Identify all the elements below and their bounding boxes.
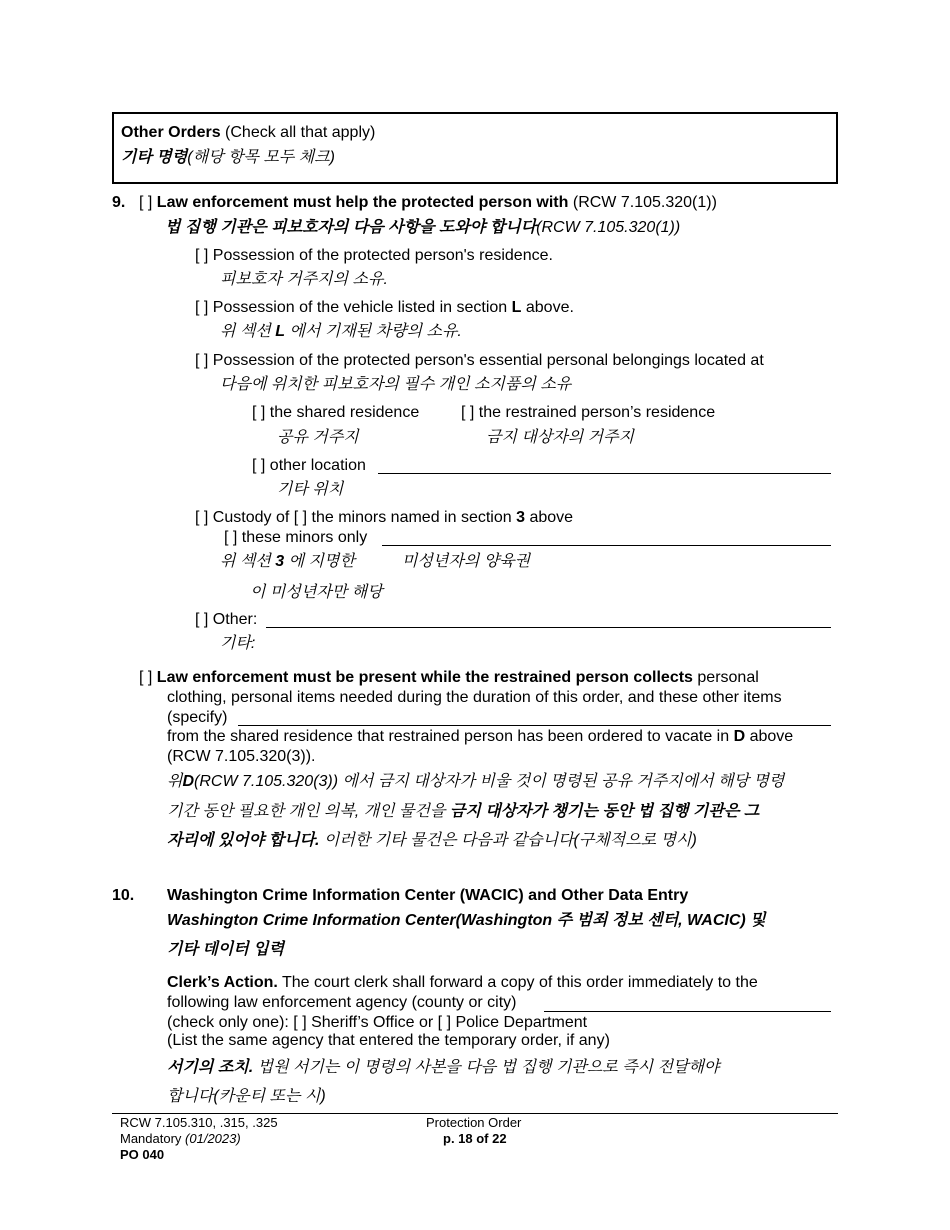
these-minors-label: these minors only [241,529,368,546]
clerk-check-one: (check only one): [167,1014,289,1031]
belongings-option [195,351,764,371]
sheriff-label: Sheriff’s Office or [311,1014,434,1031]
residence-checkbox[interactable]: [ ] [195,247,209,264]
clerk-action-text: The court clerk shall forward a copy of this order immediately to the [282,974,758,991]
vehicle-label-a: Possession of the vehicle listed in section [212,299,508,316]
other-option [195,610,257,630]
other-location-option [252,456,366,476]
section-10-heading-ko-2: 기타 데이터 입력 [167,941,285,958]
vehicle-ko-letter: L [275,323,286,340]
vehicle-section-letter: L [511,299,522,316]
clerk-action-ko-2: 합니다(카운티 또는 시) [167,1088,326,1105]
other-orders-title: Other Orders [121,124,221,141]
custody-label-b: the minors named in section [311,509,512,526]
custody-ko-c: 미성년자의 양육권 [402,553,531,570]
presence-ko-1-b: (RCW 7.105.320(3)) 에서 금지 대상자가 비울 것이 명령된 공유 거주지에서 해당 명령 [194,773,785,790]
restrained-residence-label: the restrained person’s residence [478,404,716,421]
presence-line-3: (specify) [167,709,228,726]
other-orders-title-ko: 기타 명령 [121,149,188,166]
clerk-action-line-4: (List the same agency that entered the temporary order, if any) [167,1032,610,1049]
custody-label-c: above [529,509,574,526]
other-checkbox[interactable]: [ ] [195,611,209,628]
residence-label: Possession of the protected person's residence. [212,247,553,264]
section-9-heading [139,193,717,213]
custody-label-a: Custody of [212,509,290,526]
presence-line-2: clothing, personal items needed during the duration of this order, and these other items [167,689,782,706]
section-9-heading-ref: (RCW 7.105.320(1)) [572,194,717,211]
footer-date: (01/2023) [185,1131,241,1146]
custody-ko-b: 에 지명한 [288,553,355,570]
clerk-action-line-2: following law enforcement agency (county or city) [167,994,517,1011]
section-10-number: 10. [112,887,135,904]
custody-label-ko [220,552,355,572]
presence-ko-2-bold: 금지 대상자가 챙기는 동안 법 집행 기관은 그 [449,803,760,820]
section-9-number: 9. [112,194,126,211]
other-location-checkbox[interactable]: [ ] [252,457,266,474]
section-10-heading: Washington Crime Information Center (WACIC) and Other Data Entry [167,887,689,904]
section-10-heading-ko-1: Washington Crime Information Center(Washington 주 범죄 정보 센터, WACIC) 및 [167,912,766,929]
restrained-residence-checkbox[interactable]: [ ] [461,404,475,421]
presence-ko-3-bold: 자리에 있어야 합니다. [167,832,320,849]
vehicle-label-b: above. [525,299,574,316]
clerk-action-ko-text: 법원 서기는 이 명령의 사본을 다음 법 집행 기관으로 즉시 전달해야 [257,1059,720,1076]
section-9-heading-ko-ref: (RCW 7.105.320(1)) [536,219,681,236]
police-label: Police Department [455,1014,588,1031]
presence-ko-line-1 [167,772,784,792]
vehicle-checkbox[interactable]: [ ] [195,299,209,316]
section-9-heading-text: Law enforcement must help the protected person with [156,194,569,211]
footer-rcw: RCW 7.105.310, .315, .325 [120,1115,278,1130]
section-9-heading-ko [165,218,680,238]
sheriff-checkbox[interactable]: [ ] [293,1014,307,1031]
belongings-label: Possession of the protected person's essential personal belongings located at [212,352,764,369]
clerk-action-bold: Clerk’s Action. [167,974,278,991]
footer-divider [112,1113,838,1114]
other-orders-heading-ko [121,148,335,168]
presence-line-5: (RCW 7.105.320(3)). [167,748,316,765]
vehicle-ko-b: 에서 기재된 차량의 소유. [289,323,462,340]
clerk-action-line-3 [167,1013,587,1033]
presence-line-4-b: above [749,728,794,745]
footer-title: Protection Order [426,1115,522,1130]
presence-ko-line-2 [167,802,759,822]
residence-label-ko: 피보호자 거주지의 소유. [220,271,388,288]
these-minors-checkbox[interactable]: [ ] [224,529,238,546]
other-input[interactable] [266,627,831,628]
other-label-ko: 기타: [220,635,256,652]
shared-residence-label: the shared residence [269,404,420,421]
these-minors-option [224,528,367,548]
custody-section-number: 3 [516,509,525,526]
presence-ko-2-a: 기간 동안 필요한 개인 의복, 개인 물건을 [167,803,446,820]
other-location-label-ko: 기타 위치 [277,481,344,498]
vehicle-ko-a: 위 섹션 [220,323,271,340]
custody-ko-a: 위 섹션 [220,553,271,570]
clerk-action-ko-bold: 서기의 조치. [167,1059,254,1076]
custody-ko-number: 3 [275,553,285,570]
clerk-action-ko-1 [167,1058,719,1078]
footer-form-number: PO 040 [120,1147,165,1162]
shared-residence-checkbox[interactable]: [ ] [252,404,266,421]
belongings-label-ko: 다음에 위치한 피보호자의 필수 개인 소지품의 소유 [220,376,572,393]
presence-bold-text: Law enforcement must be present while the restrained person collects [156,669,693,686]
belongings-checkbox[interactable]: [ ] [195,352,209,369]
presence-ko-1-letter: D [182,773,195,790]
restrained-residence-label-ko: 금지 대상자의 거주지 [486,429,634,446]
presence-line-4-letter: D [733,728,746,745]
police-checkbox[interactable]: [ ] [437,1014,452,1031]
other-orders-heading [121,123,375,143]
clerk-action-line-1 [167,973,758,993]
presence-line-4 [167,727,793,747]
residence-option [195,246,553,266]
other-label: Other: [212,611,258,628]
other-location-input[interactable] [378,473,831,474]
custody-checkbox[interactable]: [ ] [195,509,209,526]
restrained-residence-option [461,403,715,423]
presence-ko-line-3 [167,831,697,851]
footer-mandatory-label: Mandatory [120,1131,182,1146]
section-9-checkbox[interactable]: [ ] [139,194,153,211]
custody-option [195,508,573,528]
vehicle-label-ko [220,322,462,342]
presence-tail-text: personal [697,669,759,686]
other-orders-note: (Check all that apply) [225,124,376,141]
section-9-heading-ko-text: 법 집행 기관은 피보호자의 다음 사항을 도와야 합니다 [165,219,537,236]
vehicle-option [195,298,574,318]
these-minors-label-ko: 이 미성년자만 해당 [250,584,383,601]
other-location-label: other location [269,457,366,474]
presence-ko-1-a: 위 [167,773,183,790]
presence-ko-3-b: 이러한 기타 물건은 다음과 같습니다(구체적으로 명시) [323,832,697,849]
footer-page-number: p. 18 of 22 [443,1131,507,1146]
presence-line-4-a: from the shared residence that restrained person has been ordered to vacate in [167,728,730,745]
these-minors-input[interactable] [382,545,831,546]
agency-input[interactable] [544,1011,831,1012]
shared-residence-option [252,403,419,423]
other-orders-note-ko: (해당 항목 모두 체크) [187,149,335,166]
presence-checkbox[interactable]: [ ] [139,669,153,686]
presence-specify-input[interactable] [238,725,831,726]
presence-option [139,668,759,688]
footer-mandatory [120,1131,241,1147]
all-minors-checkbox[interactable]: [ ] [293,509,308,526]
shared-residence-label-ko: 공유 거주지 [277,429,359,446]
